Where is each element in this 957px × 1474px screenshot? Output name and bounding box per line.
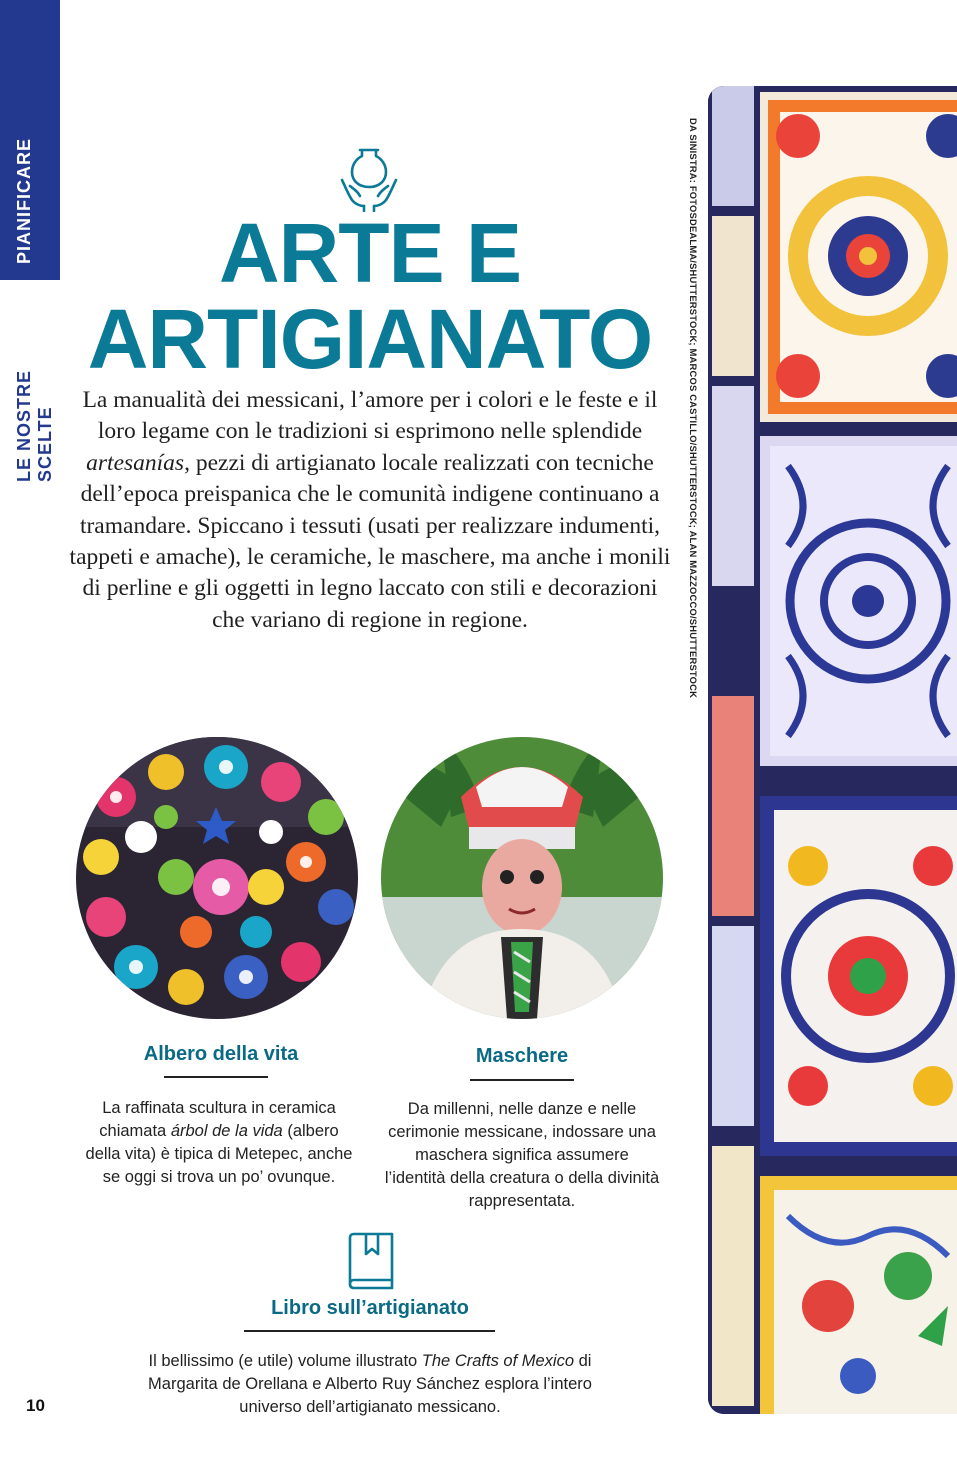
intro-italic: artesanías [86, 449, 185, 476]
tree-of-life-photo [76, 737, 358, 1019]
feature-text-tree-2: (albero della vita) è tipica di Metepec, anche se oggi si trova un po’ ovunque. [85, 1122, 353, 1186]
feature-rule-tree-of-life [164, 1076, 268, 1078]
feature-text-tree-1: La raffinata scultura in ceramica chiamata [99, 1099, 336, 1140]
intro-text-1: La manualità dei messicani, l’amore per i colori e le feste e il loro legame con le tradizioni si esprimono nelle splendide [82, 387, 658, 445]
section-tab-label: PIANIFICARE [14, 137, 34, 264]
page-title [60, 206, 680, 386]
book-title: Libro sull’artigianato [271, 1297, 469, 1319]
feature-text-tree-italic: árbol de la vida [170, 1122, 283, 1140]
feature-title-tree-of-life: Albero della vita [143, 1043, 299, 1065]
intro-text-2: , pezzi di artigianato locale realizzati con tecniche dell’epoca preispanica che le comunità indigene continuano a tramandare. Spiccano i tessuti (usati per realizzare indumenti, tappeti e amache), le ceramiche, le maschere, ma anche i monili di perline e gli oggetti in legno laccato con stili e decorazioni che variano di regione in regione. [69, 449, 671, 633]
book-text-1: Il bellissimo (e utile) volume illustrato [148, 1352, 422, 1370]
section-tab [0, 0, 60, 280]
chapter-label: LE NOSTRE SCELTE [14, 369, 55, 482]
feature-rule-masks [470, 1079, 574, 1081]
page-title-line-2: ARTIGIANATO [87, 292, 653, 386]
book-text [140, 1350, 600, 1419]
book-rule [244, 1330, 495, 1332]
book-text-2: di Margarita de Orellana e Alberto Ruy Sánchez esplora l’intero universo dell’artigianato messicano. [148, 1352, 592, 1416]
feature-title-masks: Maschere [475, 1045, 569, 1067]
feature-text-tree-of-life [82, 1097, 356, 1189]
book-text-italic: The Crafts of Mexico [421, 1352, 575, 1370]
photo-credits: DA SINISTRA: FOTOSDEALMA/SHUTTERSTOCK; MARCOS CASTILLO/SHUTTERSTOCK; ALAN MAZZOCCO/SHUTTERSTOCK [688, 118, 699, 699]
talavera-tiles-photo [708, 86, 957, 1414]
pottery-hands-icon [338, 146, 400, 212]
feature-text-masks: Da millenni, nelle danze e nelle cerimonie messicane, indossare una maschera significa assumere l’identità della creatura o della divinità rappresentata. [384, 1100, 660, 1210]
book-icon [344, 1232, 396, 1292]
mask-dancer-photo [381, 737, 663, 1019]
page-title-line-1: ARTE E [218, 206, 522, 300]
intro-paragraph [66, 385, 674, 636]
page-number: 10 [26, 1396, 45, 1415]
